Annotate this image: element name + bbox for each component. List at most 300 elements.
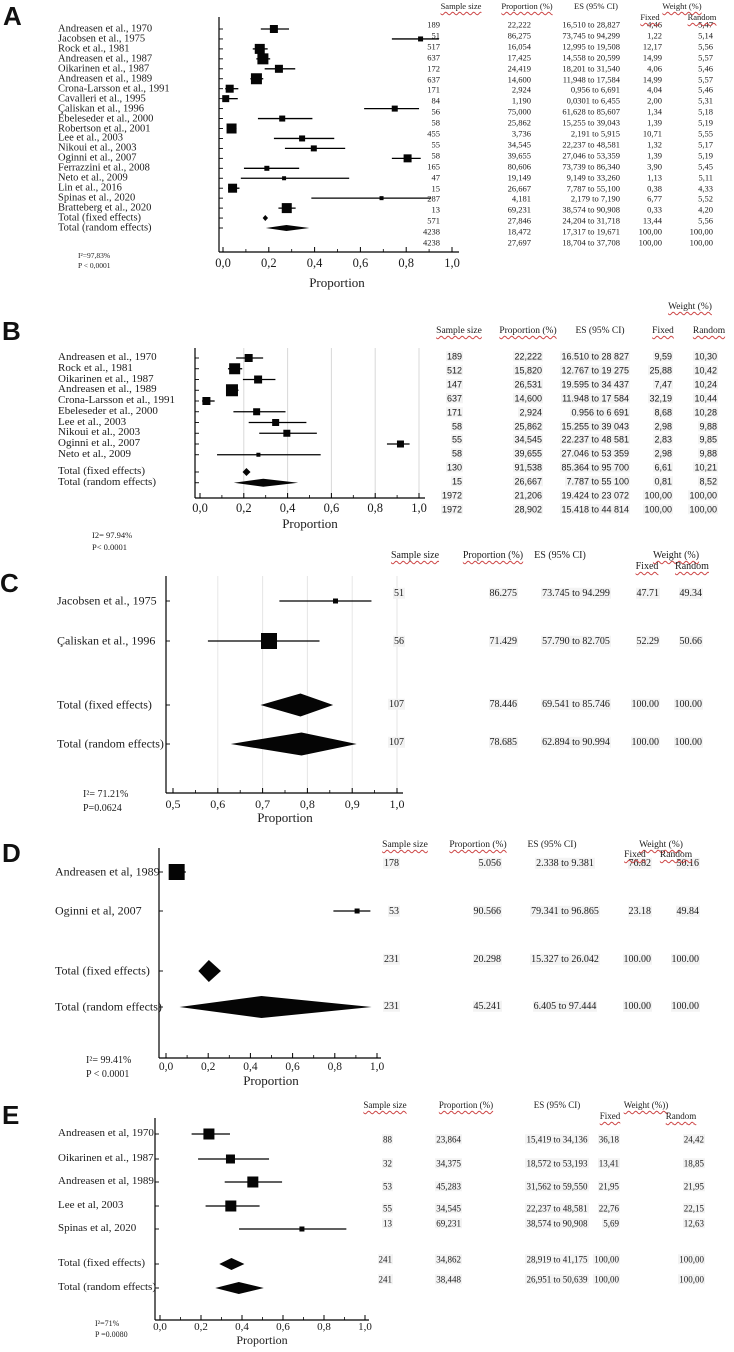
cell-sample-size-value: 517 <box>427 41 440 52</box>
cell-sample-size-value: 55 <box>383 1203 392 1214</box>
cell-es-ci <box>470 119 620 128</box>
col-header-weight <box>645 303 734 313</box>
col-header-weight-value: Weight (%) <box>652 550 700 561</box>
cell-es-ci-value: 22,237 to 48,581 <box>526 1203 588 1214</box>
cell-es-ci-value: 73.745 to 94.299 <box>542 587 610 599</box>
effect-square <box>256 453 260 457</box>
cell-weight-random <box>640 907 700 918</box>
cell-sample-size-value: 1972 <box>441 490 462 501</box>
cell-weight-fixed-value: 23.18 <box>628 905 651 917</box>
cell-es-ci-value: 0,956 to 6,691 <box>570 84 620 95</box>
cell-sample-size-value: 4238 <box>423 237 440 248</box>
study-label-value: Jacobsen et al., 1975 <box>57 593 157 608</box>
cell-es-ci <box>470 86 620 95</box>
cell-sample-size <box>380 206 440 215</box>
cell-weight-random <box>645 1135 705 1144</box>
x-tick-label-value: 0,5 <box>165 797 181 811</box>
study-label <box>58 1128 154 1140</box>
cell-weight-fixed-value: 2,00 <box>647 95 662 106</box>
x-tick-label-value: 1,0 <box>444 256 460 270</box>
panel-letter-b <box>2 318 21 345</box>
cell-weight-random <box>653 86 713 95</box>
study-label-value: Oikarinen et al., 1987 <box>58 63 150 75</box>
study-label-value: Andreasen et al, 1989 <box>58 1175 154 1188</box>
cell-weight-fixed-value: 6,61 <box>654 462 672 473</box>
cell-sample-size <box>333 1182 393 1191</box>
cell-weight-random-value: 50.66 <box>679 635 702 647</box>
cell-sample-size-value: 637 <box>427 52 440 63</box>
col-header-es-ci-value: ES (95% CI) <box>575 326 625 336</box>
cell-proportion-value: 22,222 <box>507 19 531 30</box>
cell-es-ci <box>480 505 630 514</box>
cell-weight-fixed-value: 4,04 <box>647 84 662 95</box>
cell-weight-random-value: 12,63 <box>683 1218 704 1229</box>
x-tick-label <box>343 1322 387 1334</box>
cell-es-ci-value: 15.255 to 39 043 <box>561 420 629 431</box>
cell-sample-size <box>380 53 440 62</box>
cell-weight-random-value: 5,17 <box>698 139 713 150</box>
cell-weight-fixed-value: 36,18 <box>598 1134 619 1145</box>
cell-proportion-value: 34,545 <box>514 434 542 445</box>
x-tick-label-value: 0,6 <box>352 256 369 270</box>
cell-weight-random <box>645 1159 705 1168</box>
x-tick-label-value: 0,0 <box>192 501 208 515</box>
cell-proportion-value: 18,472 <box>507 226 531 237</box>
heterogeneity-i2-value: I²= 71.21% <box>83 789 129 800</box>
cell-weight-fixed-value: 4,06 <box>647 63 662 74</box>
cell-es-ci <box>470 184 620 193</box>
effect-square <box>299 1227 304 1232</box>
cell-sample-size <box>403 408 463 417</box>
cell-proportion-value: 25,862 <box>514 420 542 431</box>
x-tick-label <box>261 1322 305 1334</box>
cell-proportion-value: 38,448 <box>436 1274 461 1285</box>
cell-weight-fixed-value: 100,00 <box>644 490 672 501</box>
cell-weight-fixed-value: 52.29 <box>636 635 659 647</box>
cell-weight-random <box>653 140 713 149</box>
study-label-value: Total (fixed effects) <box>55 963 150 978</box>
cell-proportion-value: 34,862 <box>436 1254 461 1265</box>
cell-proportion-value: 2,924 <box>511 84 531 95</box>
cell-weight-fixed-value: 1,13 <box>647 172 662 183</box>
study-label-value: Total (fixed effects) <box>58 465 145 478</box>
x-tick-label-value: 0,7 <box>255 797 271 811</box>
heterogeneity-p <box>83 804 122 815</box>
cell-weight-fixed-value: 9,59 <box>654 351 672 362</box>
study-label-value: Jacobsen et al., 1975 <box>58 33 146 45</box>
cell-proportion-value: 28,902 <box>514 504 542 515</box>
axis-title-proportion-value: Proportion <box>243 1073 299 1088</box>
cell-sample-size-value: 178 <box>384 857 399 869</box>
study-label-value: Ebeleseder et al., 2000 <box>58 113 154 125</box>
study-label-value: Bratteberg et al., 2020 <box>58 202 152 214</box>
study-label-value: Andreasen et al, 1989 <box>55 864 160 879</box>
x-tick-label-value: 1,0 <box>389 797 405 811</box>
effect-square <box>311 145 317 151</box>
cell-weight-fixed-value: 100,00 <box>594 1254 619 1265</box>
cell-es-ci-value: 24,204 to 31,718 <box>562 215 620 226</box>
cell-proportion-value: 24,419 <box>507 63 531 74</box>
cell-es-ci-value: 16,510 to 28,827 <box>562 19 620 30</box>
cell-weight-random <box>658 352 718 361</box>
cell-sample-size <box>340 955 400 966</box>
x-tick-label <box>138 1322 182 1334</box>
study-label <box>58 1176 154 1188</box>
x-tick-label-value: 0,6 <box>323 501 340 515</box>
cell-es-ci-value: 31,562 to 59,550 <box>526 1181 588 1192</box>
axis-title-proportion-value: Proportion <box>236 1333 288 1347</box>
cell-es-ci-value: 69.541 to 85.746 <box>542 698 610 710</box>
cell-weight-random-value: 5,11 <box>698 172 713 183</box>
col-header-weight-random-value: Random <box>692 326 726 336</box>
cell-proportion-value: 91,538 <box>514 462 542 473</box>
col-header-weight <box>631 551 721 562</box>
x-tick-label-value: 0,8 <box>398 256 414 270</box>
cell-sample-size <box>333 1275 393 1284</box>
cell-weight-random-value: 10,28 <box>694 406 717 417</box>
study-label-value: Spinas et al., 2020 <box>58 192 136 204</box>
cell-sample-size <box>403 463 463 472</box>
cell-weight-fixed-value: 1,39 <box>647 117 662 128</box>
cell-proportion-value: 5.056 <box>478 857 501 869</box>
cell-proportion-value: 78.685 <box>489 736 517 748</box>
cell-es-ci-value: 61,628 to 85,607 <box>562 106 620 117</box>
cell-weight-fixed-value: 2,98 <box>654 420 672 431</box>
col-header-weight-random <box>674 327 734 337</box>
x-tick-label <box>430 257 474 270</box>
cell-proportion <box>392 1135 462 1144</box>
cell-es-ci-value: 19.424 to 23 072 <box>561 490 629 501</box>
x-tick-label-value: 0,2 <box>201 1061 216 1073</box>
heterogeneity-i2 <box>83 790 128 801</box>
study-label-value: Total (fixed effects) <box>58 212 142 224</box>
cell-es-ci <box>470 42 620 51</box>
cell-es-ci <box>470 195 620 204</box>
effect-square <box>299 135 305 141</box>
x-tick-label <box>151 798 195 811</box>
cell-proportion-value: 71.429 <box>489 635 517 647</box>
cell-es-ci-value: 15.418 to 44 814 <box>561 504 629 515</box>
cell-weight-random-value: 5,46 <box>698 84 713 95</box>
heterogeneity-i2 <box>78 252 110 260</box>
study-label-value: Oginni et al, 2007 <box>55 903 142 918</box>
cell-es-ci <box>480 463 630 472</box>
cell-weight-random <box>653 195 713 204</box>
study-label <box>58 1153 154 1165</box>
total-diamond <box>263 215 268 221</box>
cell-proportion-value: 14,600 <box>514 392 542 403</box>
study-label-value: Total (fixed effects) <box>58 1257 145 1270</box>
cell-weight-random-value: 5,47 <box>698 19 713 30</box>
total-diamond <box>261 694 334 717</box>
effect-square <box>228 184 237 193</box>
cell-weight-random <box>658 380 718 389</box>
cell-es-ci-value: 57.790 to 82.705 <box>542 635 610 647</box>
effect-square <box>202 397 210 405</box>
cell-es-ci <box>470 239 620 248</box>
cell-proportion-value: 27,846 <box>507 215 531 226</box>
cell-proportion-value: 86,275 <box>507 30 531 41</box>
col-header-weight-value: Weight (%) <box>639 840 683 850</box>
cell-weight-random <box>653 97 713 106</box>
cell-es-ci-value: 85.364 to 95 700 <box>561 462 629 473</box>
cell-es-ci-value: 22,237 to 48,581 <box>562 139 620 150</box>
cell-weight-fixed-value: 32,19 <box>649 392 672 403</box>
cell-weight-random-value: 5,19 <box>698 150 713 161</box>
study-label-value: Andreasen et al., 1989 <box>58 73 153 85</box>
cell-sample-size-value: 13 <box>431 204 440 215</box>
cell-weight-random <box>653 108 713 117</box>
cell-proportion-value: 90.566 <box>473 905 501 917</box>
cell-weight-random <box>653 119 713 128</box>
heterogeneity-p <box>86 1070 129 1081</box>
cell-weight-random <box>643 700 703 711</box>
cell-proportion-value: 23,864 <box>436 1134 461 1145</box>
heterogeneity-i2-value: I²=97,83% <box>78 251 111 260</box>
study-label-value: Crona-Larsson et al., 1991 <box>58 83 170 95</box>
col-header-weight <box>601 1101 691 1110</box>
cell-es-ci <box>470 151 620 160</box>
cell-weight-fixed-value: 8,68 <box>654 406 672 417</box>
cell-weight-random-value: 5,56 <box>698 215 713 226</box>
cell-sample-size <box>380 140 440 149</box>
cell-es-ci <box>480 380 630 389</box>
cell-sample-size <box>380 21 440 30</box>
heterogeneity-p-value: P < 0,0001 <box>78 261 111 271</box>
effect-square <box>270 25 278 33</box>
axis-title-proportion <box>255 517 365 531</box>
cell-proportion <box>392 1182 462 1191</box>
cell-proportion-value: 19,149 <box>507 172 531 183</box>
cell-weight-random <box>653 173 713 182</box>
cell-sample-size-value: 171 <box>446 406 462 417</box>
cell-es-ci-value: 62.894 to 90.994 <box>542 736 610 748</box>
cell-weight-fixed-value: 2,83 <box>654 434 672 445</box>
effect-square <box>255 44 265 54</box>
cell-es-ci <box>470 162 620 171</box>
col-header-weight-fixed-value: Fixed <box>599 1111 621 1121</box>
cell-es-ci-value: 27.046 to 53 359 <box>561 448 629 459</box>
col-header-weight-random <box>657 562 727 573</box>
cell-weight-random-value: 10,30 <box>694 351 717 362</box>
cell-weight-random-value: 100,00 <box>679 1254 704 1265</box>
effect-square <box>169 864 185 880</box>
cell-sample-size-value: 84 <box>431 95 440 106</box>
cell-sample-size <box>345 637 405 648</box>
col-header-es-ci <box>502 841 602 851</box>
total-diamond <box>231 733 357 756</box>
cell-proportion <box>392 1275 462 1284</box>
panel-letter-a <box>3 3 22 30</box>
cell-sample-size <box>403 491 463 500</box>
cell-es-ci-value: 15,419 to 34,136 <box>526 1134 588 1145</box>
panel-letter-c-value: C <box>0 568 19 598</box>
cell-sample-size <box>333 1219 393 1228</box>
panel-letter-e-value: E <box>2 1100 20 1130</box>
study-label-value: Andreasen et al., 1970 <box>58 351 157 364</box>
effect-square <box>264 166 269 171</box>
cell-weight-random <box>653 53 713 62</box>
effect-square <box>226 384 238 396</box>
study-label <box>57 699 152 712</box>
panel-letter-d-value: D <box>2 838 21 868</box>
x-tick-label <box>397 502 441 515</box>
cell-proportion-value: 22,222 <box>514 351 542 362</box>
cell-es-ci <box>470 31 620 40</box>
cell-es-ci-value: 22.237 to 48 581 <box>561 434 629 445</box>
cell-es-ci-value: 26,951 to 50,639 <box>526 1274 588 1285</box>
cell-weight-fixed <box>565 1204 620 1213</box>
x-tick-label <box>353 502 397 515</box>
cell-weight-random <box>658 394 718 403</box>
cell-sample-size-value: 56 <box>394 635 404 647</box>
heterogeneity-i2 <box>95 1320 119 1328</box>
study-label-value: Spinas et al, 2020 <box>58 1222 137 1235</box>
study-label-value: Andreasen et al., 1989 <box>58 383 157 396</box>
cell-es-ci-value: 11,948 to 17,584 <box>562 74 620 85</box>
x-tick-label-value: 1,0 <box>369 1061 385 1073</box>
cell-proportion-value: 45.241 <box>473 1000 501 1012</box>
study-label-value: Lee et al, 2003 <box>58 1199 124 1212</box>
cell-weight-random <box>645 1204 705 1213</box>
axis-title-proportion <box>207 1334 317 1347</box>
heterogeneity-p <box>95 1331 128 1339</box>
effect-square <box>275 65 283 73</box>
cell-weight-random <box>653 64 713 73</box>
heterogeneity-i2 <box>86 1056 131 1067</box>
cell-weight-fixed-value: 0,81 <box>654 476 672 487</box>
cell-weight-random-value: 5,19 <box>698 117 713 128</box>
cell-sample-size-value: 241 <box>378 1254 392 1265</box>
cell-weight-fixed-value: 100.00 <box>623 1000 651 1012</box>
cell-weight-fixed-value: 1,34 <box>647 106 662 117</box>
study-label <box>55 866 160 879</box>
cell-sample-size <box>380 151 440 160</box>
cell-sample-size <box>403 366 463 375</box>
study-label-value: Lee et al., 2003 <box>58 415 127 428</box>
effect-square <box>282 176 286 180</box>
cell-weight-fixed-value: 100,00 <box>644 504 672 515</box>
study-label <box>58 477 156 489</box>
cell-proportion-value: 27,697 <box>507 237 531 248</box>
cell-sample-size <box>380 162 440 171</box>
cell-weight-random-value: 50.16 <box>676 857 699 869</box>
study-label-value: Rock et al., 1981 <box>58 43 130 55</box>
study-label-value: Total (random effects) <box>55 999 162 1014</box>
cell-sample-size-value: 241 <box>378 1274 392 1285</box>
cell-sample-size-value: 47 <box>431 172 440 183</box>
col-header-es-ci-value: ES (95% CI) <box>574 1 618 11</box>
study-label-value: Oikarinen et al., 1987 <box>58 372 154 385</box>
effect-square <box>227 124 237 134</box>
panel-letter-d <box>2 840 21 867</box>
cell-weight-fixed <box>565 1219 620 1228</box>
cell-weight-random <box>653 75 713 84</box>
x-tick-label-value: 0,6 <box>285 1061 300 1073</box>
cell-weight-random-value: 8,52 <box>699 476 717 487</box>
cell-weight-fixed-value: 13,44 <box>642 215 662 226</box>
x-tick-label-value: 0,4 <box>235 1321 249 1333</box>
cell-es-ci-value: 18,572 to 53,193 <box>526 1158 588 1169</box>
cell-es-ci <box>480 477 630 486</box>
cell-weight-random-value: 100,00 <box>679 1274 704 1285</box>
cell-proportion-value: 69,231 <box>436 1218 461 1229</box>
cell-sample-size-value: 130 <box>446 462 462 473</box>
cell-es-ci-value: 9,149 to 33,260 <box>566 172 620 183</box>
study-label-value: Lin et al., 2016 <box>58 182 122 194</box>
panel-letter-a-value: A <box>3 1 22 31</box>
cell-weight-random <box>643 637 703 648</box>
cell-sample-size <box>380 195 440 204</box>
cell-weight-random <box>653 162 713 171</box>
cell-sample-size-value: 58 <box>431 150 440 161</box>
cell-es-ci-value: 73,745 to 94,299 <box>562 30 620 41</box>
cell-proportion-value: 78.446 <box>489 698 517 710</box>
cell-sample-size-value: 287 <box>427 193 440 204</box>
x-tick-label <box>313 1061 357 1073</box>
col-header-sample-size-value: Sample size <box>390 550 440 561</box>
study-label-value: Robertson et al., 2001 <box>58 122 151 134</box>
x-tick-label-value: 0,2 <box>194 1321 208 1333</box>
cell-weight-random <box>645 1255 705 1264</box>
cell-sample-size-value: 171 <box>427 84 440 95</box>
cell-sample-size <box>333 1159 393 1168</box>
cell-weight-fixed-value: 100,00 <box>594 1274 619 1285</box>
cell-sample-size-value: 512 <box>446 365 462 376</box>
x-tick-label-value: 0,2 <box>260 256 277 270</box>
cell-sample-size <box>380 75 440 84</box>
cell-proportion-value: 21,206 <box>514 490 542 501</box>
cell-sample-size <box>380 130 440 139</box>
cell-es-ci-value: 17,317 to 19,671 <box>562 226 620 237</box>
cell-weight-fixed-value: 100,00 <box>638 237 662 248</box>
col-header-proportion-value: Proportion (%) <box>438 1100 494 1110</box>
study-label-value: Oginni et al., 2007 <box>58 152 137 164</box>
cell-es-ci-value: 6.405 to 97.444 <box>533 1000 597 1012</box>
col-header-sample-size-value: Sample size <box>440 1 482 11</box>
study-label <box>55 1001 162 1014</box>
cell-es-ci <box>480 366 630 375</box>
study-label-value: Oikarinen et al., 1987 <box>58 1152 154 1165</box>
study-label-value: Total (random effects) <box>58 475 156 488</box>
cell-sample-size-value: 107 <box>389 736 404 748</box>
cell-weight-fixed-value: 7,47 <box>654 379 672 390</box>
cell-es-ci-value: 12,995 to 19,508 <box>562 41 620 52</box>
cell-es-ci-value: 19.595 to 34 437 <box>561 379 629 390</box>
x-tick-label-value: 0,6 <box>276 1321 290 1333</box>
cell-proportion-value: 26,667 <box>514 476 542 487</box>
x-tick-label-value: 0,4 <box>243 1061 258 1073</box>
cell-weight-fixed-value: 0,33 <box>647 204 662 215</box>
panel-letter-e <box>2 1102 19 1129</box>
col-header-proportion-value: Proportion (%) <box>499 326 557 336</box>
cell-sample-size <box>380 228 440 237</box>
x-tick-label <box>285 798 329 811</box>
cell-es-ci <box>470 97 620 106</box>
col-header-weight-random-value: Random <box>687 12 717 22</box>
cell-sample-size-value: 32 <box>383 1158 392 1169</box>
cell-sample-size <box>345 589 405 600</box>
cell-es-ci <box>470 173 620 182</box>
cell-weight-fixed-value: 1,32 <box>647 139 662 150</box>
study-label <box>55 905 142 918</box>
effect-square <box>229 363 240 374</box>
cell-es-ci-value: 11.948 to 17 584 <box>562 392 629 403</box>
study-label <box>58 1282 156 1294</box>
cell-proportion-value: 39,655 <box>507 150 531 161</box>
col-header-weight-fixed-value: Fixed <box>624 850 646 860</box>
study-label-value: Total (random effects) <box>58 222 152 234</box>
